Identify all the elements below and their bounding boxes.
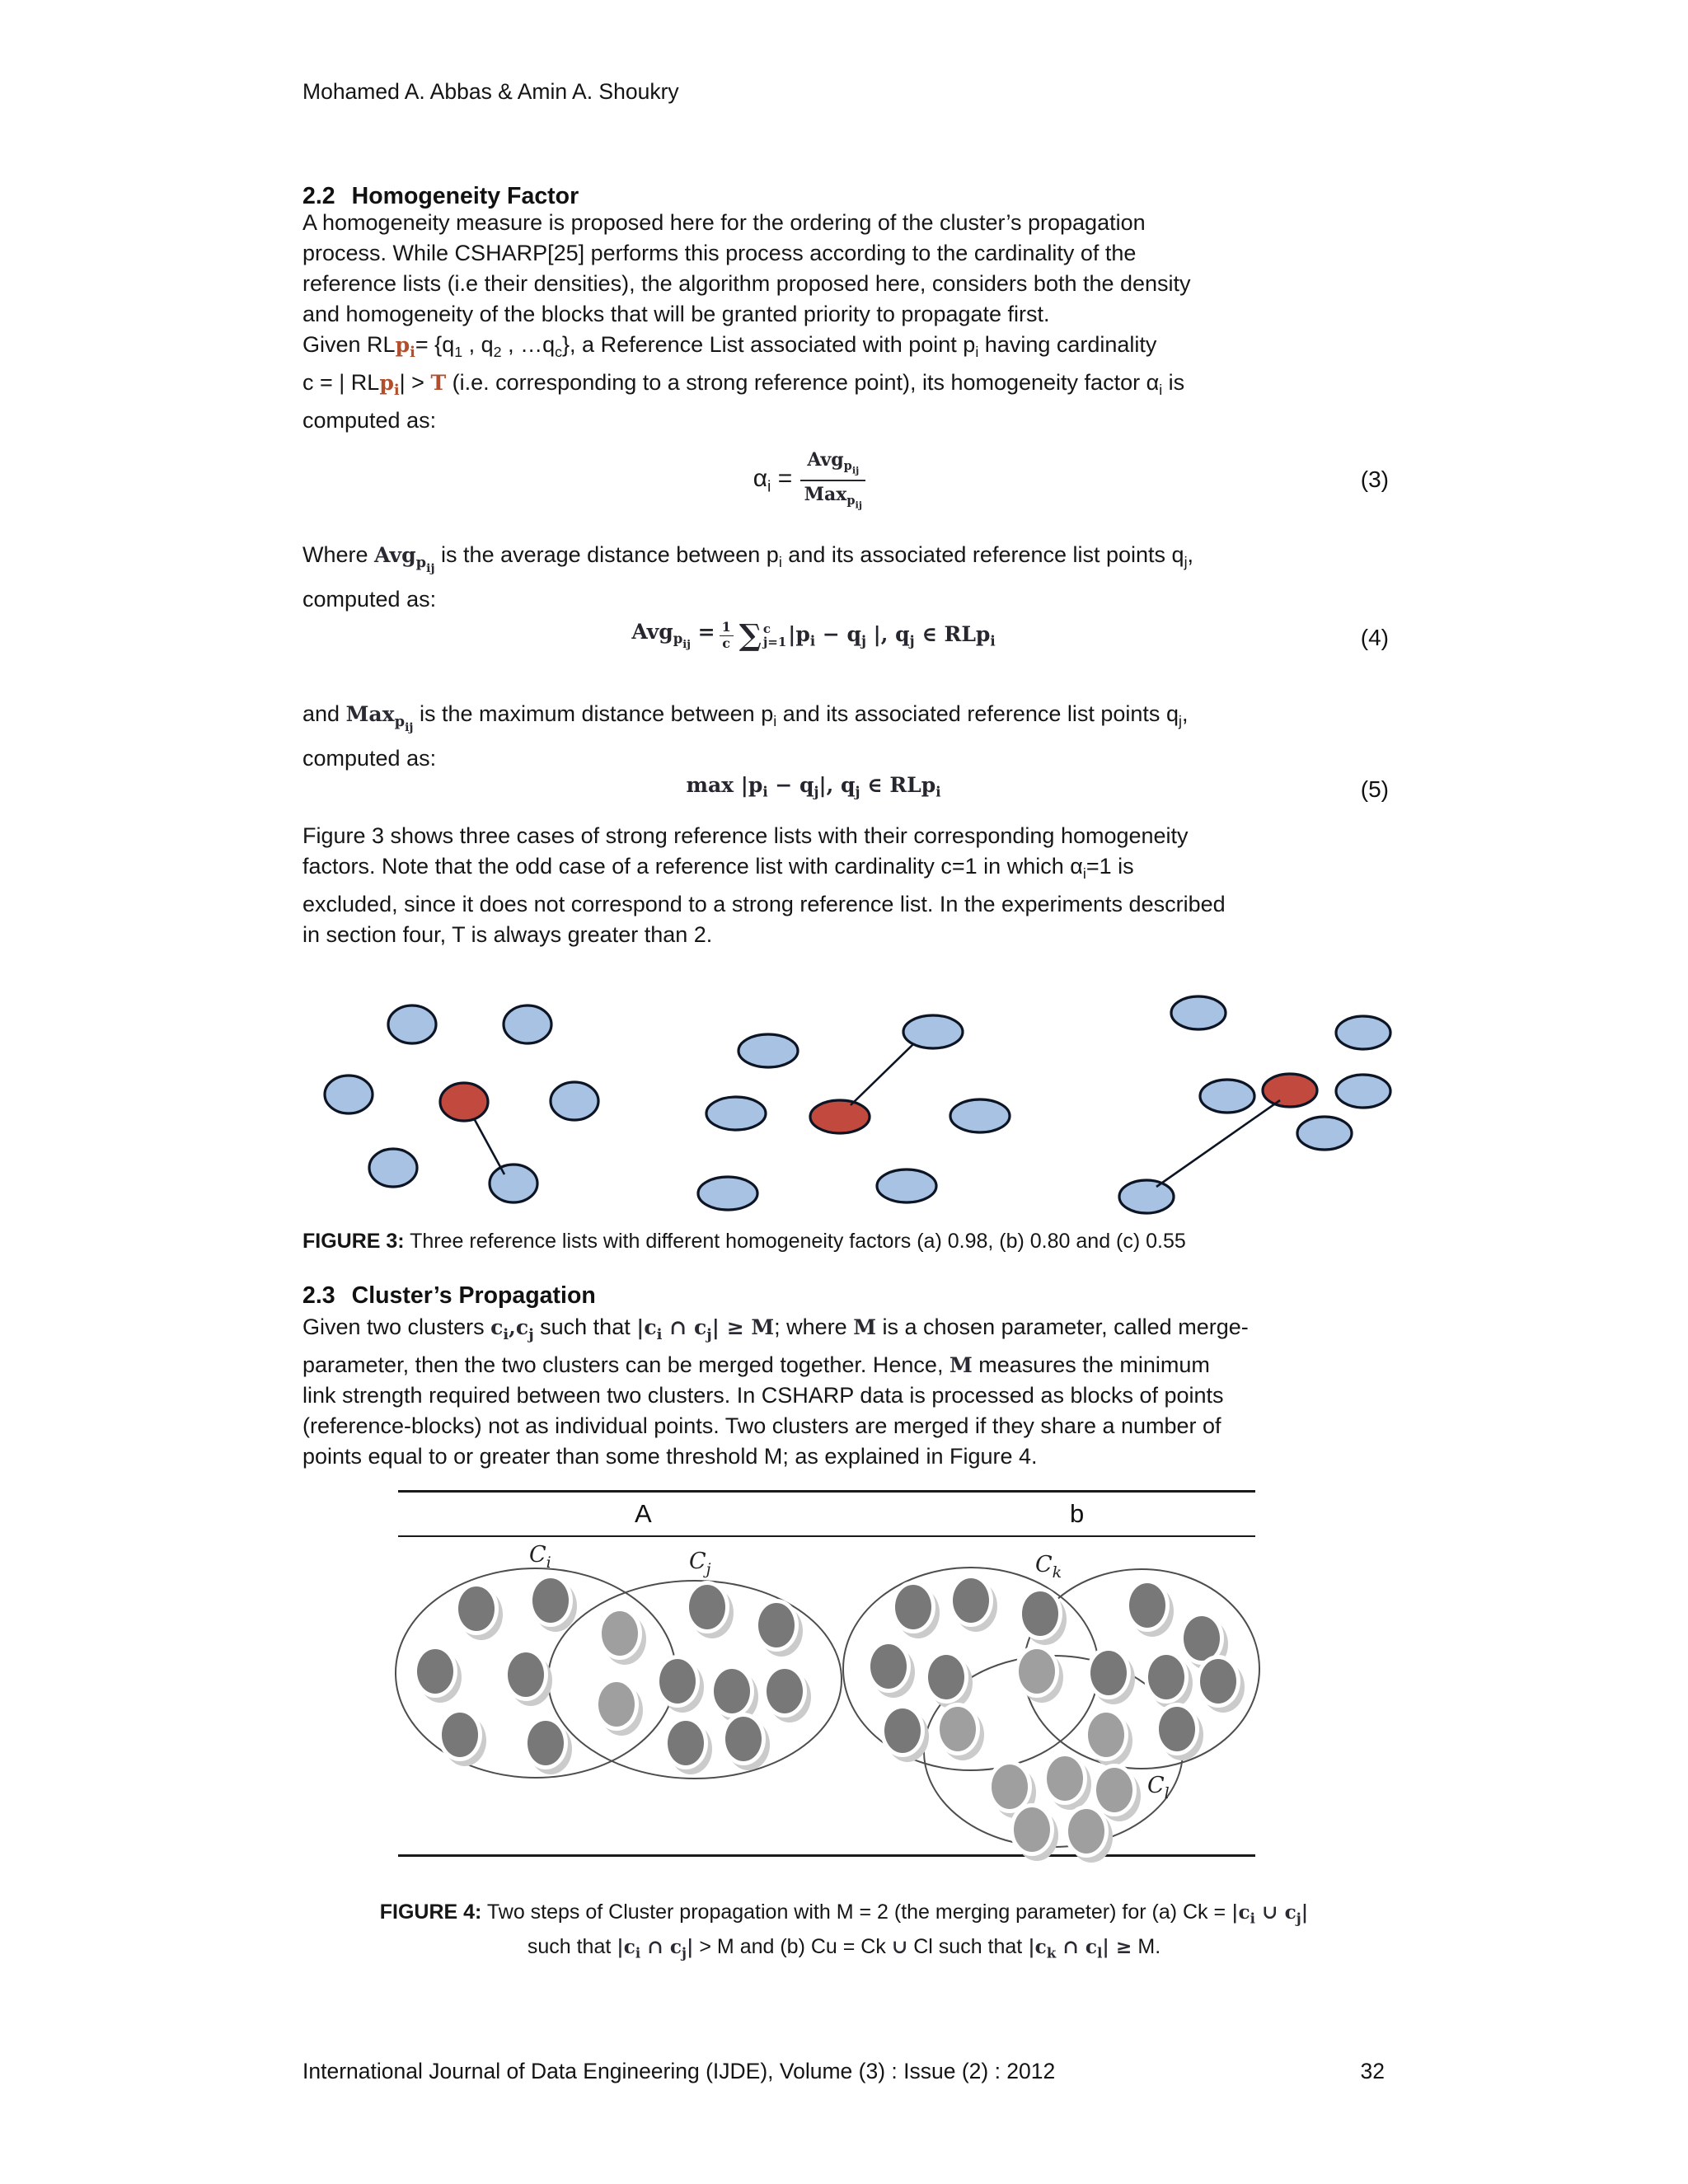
- subscript: j: [1178, 712, 1182, 729]
- text-run: FIGURE 3:: [302, 1230, 405, 1253]
- text-run: |c: [1028, 1936, 1047, 1958]
- subscript: i: [635, 1945, 641, 1961]
- text-run: computed as:: [302, 407, 437, 433]
- text-run: =: [771, 464, 793, 492]
- point-ellipse-blue: [504, 1005, 551, 1043]
- data-point-dot: [1014, 1807, 1050, 1852]
- point-ellipse-blue: [1119, 1180, 1174, 1213]
- paragraph-homogeneity-intro: [302, 208, 1191, 330]
- subscript: l: [1097, 1945, 1103, 1961]
- data-point-dot: [1148, 1655, 1184, 1699]
- subscript: i: [393, 381, 400, 399]
- point-ellipse-blue: [369, 1149, 417, 1187]
- section-2-3-heading: [302, 1282, 596, 1310]
- data-point-dot: [1096, 1768, 1132, 1812]
- small-fraction-numerator: 1: [720, 620, 734, 636]
- data-point-dot: [1047, 1756, 1083, 1801]
- text-run: and homogeneity of the blocks that will be granted priority to propagate first.: [302, 302, 1050, 326]
- text-run: |, q: [818, 772, 856, 797]
- data-point-dot: [1184, 1616, 1220, 1661]
- paragraph-and-max: [302, 699, 1188, 774]
- text-run: , …q: [501, 332, 556, 357]
- text-run: process. While CSHARP[25] performs this process according to the cardinality of the: [302, 241, 1137, 265]
- section-number: 2.2: [302, 183, 335, 209]
- data-point-dot: [1129, 1583, 1165, 1628]
- data-point-dot: [1159, 1707, 1195, 1751]
- equation-5: [302, 766, 1325, 806]
- text-run: computed as:: [302, 745, 437, 771]
- data-point-dot: [442, 1713, 478, 1757]
- data-point-dot: [668, 1721, 704, 1765]
- data-point-dot: [758, 1603, 795, 1647]
- data-point-dot: [1019, 1649, 1055, 1694]
- text-run: reference lists (i.e their densities), the algorithm proposed here, considers both the density: [302, 271, 1191, 296]
- text-run: =1 is: [1085, 854, 1134, 879]
- point-ellipse-blue: [551, 1082, 598, 1120]
- text-run: ∩ c: [640, 1936, 682, 1958]
- text-run: | ≥ M: [711, 1315, 775, 1339]
- figure-4-caption-line1: [0, 1900, 1688, 1926]
- paragraph-where-avg: [302, 540, 1193, 615]
- text-run: points equal to or greater than some threshold M; as explained in Figure 4.: [302, 1443, 1038, 1469]
- paragraph-given-rl: [302, 330, 1184, 436]
- text-run: ,: [1181, 701, 1189, 726]
- text-run: such that: [533, 1315, 637, 1339]
- column-label: A: [635, 1499, 652, 1528]
- text-run: M: [853, 1315, 876, 1339]
- equation-4-rhs: [788, 622, 995, 649]
- text-run: p: [395, 332, 410, 357]
- subscript: p: [843, 459, 852, 474]
- text-run: ,c: [509, 1315, 529, 1339]
- data-point-dot: [532, 1578, 569, 1623]
- equation-5-number: (5): [1360, 776, 1389, 802]
- running-header: Mohamed A. Abbas & Amin A. Shoukry: [302, 79, 679, 104]
- equation-3-number: (3): [1360, 466, 1389, 492]
- paragraph-figure3-discussion: [302, 821, 1226, 950]
- point-ellipse-blue: [706, 1097, 766, 1130]
- subscript: i: [990, 633, 996, 649]
- data-point-dot: [1088, 1713, 1124, 1757]
- reference-point-ellipse-red: [810, 1100, 870, 1133]
- text-run: ; where: [774, 1315, 854, 1339]
- text-run: FIGURE 4:: [379, 1900, 482, 1924]
- text-run: |p: [788, 621, 810, 646]
- point-ellipse-blue: [325, 1076, 373, 1113]
- point-ellipse-blue: [950, 1099, 1010, 1132]
- subscript: p: [394, 712, 406, 730]
- cluster-label: $C_k$: [1035, 1552, 1062, 1582]
- equation-3: [302, 437, 1325, 523]
- subscript: j: [706, 1325, 712, 1343]
- cluster-label: $C_i$: [529, 1542, 551, 1572]
- subscript: i: [773, 712, 777, 729]
- data-point-dot: [870, 1644, 907, 1689]
- point-ellipse-blue: [903, 1015, 963, 1048]
- equation-3-lhs: [753, 464, 793, 497]
- text-run: Where: [302, 542, 375, 567]
- subscript: i: [1159, 381, 1163, 398]
- section-2-2-heading: [302, 183, 579, 210]
- text-run: such that: [527, 1935, 617, 1958]
- column-label: b: [1070, 1499, 1085, 1528]
- point-ellipse-blue: [490, 1165, 537, 1202]
- text-run: and its associated reference list points q: [776, 701, 1179, 726]
- subscript: i: [767, 477, 771, 496]
- data-point-dot: [659, 1659, 696, 1704]
- subscript: ij: [682, 639, 691, 652]
- summation-upper-limit: c: [762, 621, 771, 636]
- text-run: |c: [1231, 1901, 1250, 1924]
- text-run: , q: [462, 332, 494, 357]
- text-run: (reference-blocks) not as individual points. Two clusters are merged if they share a number of: [302, 1413, 1221, 1438]
- text-run: = {q: [415, 332, 455, 357]
- fraction: [800, 449, 865, 510]
- subscript: i: [1250, 1910, 1255, 1927]
- text-run: having cardinality: [978, 332, 1157, 357]
- subscript: i: [656, 1325, 663, 1343]
- reference-link-line: [474, 1118, 504, 1174]
- text-run: |c: [617, 1936, 635, 1958]
- text-run: is the maximum distance between p: [413, 701, 774, 726]
- text-run: excluded, since it does not correspond to a strong reference list. In the experiments described: [302, 891, 1226, 916]
- text-run: α: [753, 464, 768, 492]
- figure-3-caption: [302, 1230, 1186, 1254]
- data-point-dot: [767, 1669, 803, 1713]
- text-run: measures the minimum: [972, 1352, 1210, 1377]
- subscript: 2: [493, 343, 502, 360]
- text-run: }, a Reference List associated with point p: [562, 332, 976, 357]
- text-run: A homogeneity measure is proposed here for the ordering of the cluster’s propagation: [302, 210, 1146, 235]
- reference-point-ellipse-red: [1263, 1074, 1317, 1107]
- text-run: =: [690, 619, 715, 644]
- data-point-dot: [725, 1717, 762, 1761]
- point-ellipse-blue: [388, 1005, 436, 1043]
- text-run: |: [686, 1936, 694, 1958]
- text-run: Figure 3 shows three cases of strong reference lists with their corresponding homogeneity: [302, 823, 1189, 848]
- subscript: p: [415, 553, 427, 571]
- data-point-dot: [1068, 1809, 1104, 1854]
- point-ellipse-blue: [1171, 996, 1226, 1029]
- figure-rule: [398, 1490, 1255, 1493]
- text-run: M: [949, 1352, 973, 1377]
- text-run: Cl such that: [907, 1935, 1029, 1958]
- footer-journal-info: International Journal of Data Engineering (IJDE), Volume (3) : Issue (2) : 2012: [302, 2059, 1056, 2083]
- subscript: i: [809, 633, 816, 649]
- text-run: ∩ c: [662, 1315, 707, 1339]
- text-run: is the average distance between p: [434, 542, 779, 567]
- point-ellipse-blue: [877, 1169, 936, 1202]
- text-run: |: [1301, 1901, 1309, 1924]
- subscript: i: [1082, 865, 1086, 882]
- text-run: ∪ c: [1254, 1901, 1296, 1924]
- data-point-dot: [602, 1611, 638, 1656]
- text-run: (i.e. corresponding to a strong reference point), its homogeneity factor α: [446, 369, 1160, 395]
- text-run: Given RL: [302, 332, 396, 357]
- subscript: i: [778, 553, 782, 570]
- reference-link-line: [851, 1044, 913, 1105]
- subscript: j: [1184, 553, 1188, 570]
- subscript: i: [935, 784, 941, 800]
- subscript: ij: [851, 465, 860, 477]
- reference-link-line: [1156, 1100, 1280, 1187]
- text-run: is a chosen parameter, called merge-: [876, 1315, 1249, 1339]
- data-point-dot: [458, 1586, 495, 1631]
- figure-4-diagram: [379, 1479, 1302, 1871]
- data-point-dot: [940, 1707, 976, 1751]
- data-point-dot: [992, 1765, 1028, 1809]
- subscript: c: [555, 343, 563, 360]
- subscript: p: [673, 630, 683, 647]
- equation-4: [302, 610, 1325, 661]
- subscript: i: [975, 343, 979, 360]
- reference-point-ellipse-red: [440, 1083, 488, 1121]
- point-ellipse-blue: [738, 1034, 798, 1067]
- section-title: Homogeneity Factor: [351, 183, 579, 209]
- text-run: ∈ RLp: [860, 772, 936, 797]
- data-point-dot: [895, 1585, 931, 1629]
- paragraph-cluster-propagation: [302, 1312, 1249, 1472]
- text-run: | >: [399, 369, 431, 395]
- subscript: i: [503, 1325, 509, 1343]
- subscript: j: [1296, 1910, 1301, 1927]
- subscript: i: [410, 343, 415, 361]
- cluster-label: $C_l$: [1147, 1773, 1170, 1802]
- text-run: ∩ c: [1056, 1936, 1098, 1958]
- point-ellipse-blue: [698, 1177, 757, 1210]
- subscript: j: [681, 1945, 687, 1961]
- sigma-symbol: ∑: [738, 618, 762, 653]
- point-ellipse-blue: [1336, 1075, 1390, 1108]
- text-run: Max: [345, 701, 395, 726]
- subscript: k: [1046, 1945, 1057, 1961]
- text-run: link strength required between two clusters. In CSHARP data is processed as blocks of points: [302, 1382, 1224, 1408]
- text-run: ,: [1187, 542, 1194, 567]
- text-run: Two steps of Cluster propagation with M = 2 (the merging parameter) for (a) Ck =: [481, 1900, 1232, 1924]
- text-run: |c: [636, 1315, 657, 1339]
- text-run: parameter, then the two clusters can be merged together. Hence,: [302, 1352, 950, 1377]
- subscript: j: [909, 633, 915, 649]
- text-run: computed as:: [302, 586, 437, 612]
- text-run: max |p: [686, 772, 763, 797]
- subscript: j: [860, 633, 866, 649]
- text-run: p: [379, 369, 394, 395]
- text-run: ∪: [891, 1936, 908, 1958]
- equation-4-lhs: [631, 620, 715, 651]
- section-title: Cluster’s Propagation: [351, 1282, 596, 1309]
- subscript: ij: [855, 499, 862, 511]
- text-run: and: [302, 701, 346, 726]
- point-ellipse-blue: [1336, 1016, 1390, 1049]
- fraction-numerator: [800, 449, 865, 480]
- text-run: Max: [804, 483, 847, 505]
- text-run: and its associated reference list points q: [781, 542, 1184, 567]
- data-point-dot: [598, 1682, 635, 1727]
- fraction-denominator: [804, 481, 862, 511]
- text-run: factors. Note that the odd case of a reference list with cardinality c=1 in which α: [302, 854, 1083, 879]
- text-run: − q: [767, 772, 814, 797]
- text-run: T: [430, 369, 447, 395]
- text-run: ∈ RLp: [914, 621, 991, 646]
- subscript: 1: [454, 343, 463, 360]
- data-point-dot: [689, 1585, 725, 1629]
- figure-rule: [398, 1535, 1255, 1537]
- text-run: Avg: [807, 449, 844, 471]
- figure-rule: [398, 1854, 1255, 1857]
- text-run: Avg: [631, 619, 673, 644]
- equation-5-body: [687, 773, 941, 799]
- data-point-dot: [1200, 1659, 1236, 1704]
- figure-3-diagram: [297, 977, 1451, 1228]
- cluster-label: $C_j$: [689, 1549, 711, 1578]
- equation-4-number: (4): [1360, 625, 1389, 650]
- subscript: j: [814, 784, 819, 800]
- section-number: 2.3: [302, 1282, 335, 1309]
- summation: [738, 618, 787, 653]
- data-point-dot: [1090, 1651, 1127, 1695]
- text-run: c: [490, 1315, 504, 1339]
- point-ellipse-blue: [1297, 1117, 1352, 1150]
- subscript: j: [855, 784, 860, 800]
- text-run: | ≥: [1102, 1936, 1132, 1958]
- data-point-dot: [953, 1578, 989, 1623]
- data-point-dot: [714, 1669, 750, 1713]
- figure-4-caption-line2: [0, 1935, 1688, 1961]
- subscript: j: [528, 1325, 534, 1343]
- data-point-dot: [508, 1652, 544, 1697]
- data-point-dot: [1022, 1591, 1058, 1636]
- text-run: |, q: [865, 621, 910, 646]
- text-run: M.: [1132, 1935, 1161, 1958]
- summation-limits: [763, 622, 786, 649]
- data-point-dot: [417, 1649, 453, 1694]
- small-fraction-denominator: c: [722, 635, 731, 651]
- subscript: i: [762, 784, 768, 800]
- text-run: − q: [815, 621, 861, 646]
- data-point-dot: [528, 1721, 564, 1765]
- subscript: ij: [426, 561, 435, 575]
- small-fraction: [720, 620, 734, 650]
- subscript: p: [846, 493, 856, 508]
- summation-lower-limit: j=1: [762, 635, 787, 649]
- subscript: ij: [405, 720, 414, 734]
- text-run: > M and (b) Cu = Ck: [693, 1935, 892, 1958]
- footer-page-number: 32: [1360, 2059, 1385, 2083]
- text-run: c = | RL: [302, 369, 380, 395]
- text-run: is: [1162, 369, 1185, 395]
- data-point-dot: [928, 1655, 964, 1699]
- text-run: Given two clusters: [302, 1315, 491, 1339]
- text-run: Avg: [374, 542, 416, 567]
- text-run: Three reference lists with different homogeneity factors (a) 0.98, (b) 0.80 and (c) 0.55: [404, 1230, 1186, 1253]
- data-point-dot: [884, 1708, 921, 1753]
- text-run: in section four, T is always greater than 2.: [302, 921, 713, 947]
- point-ellipse-blue: [1200, 1080, 1254, 1113]
